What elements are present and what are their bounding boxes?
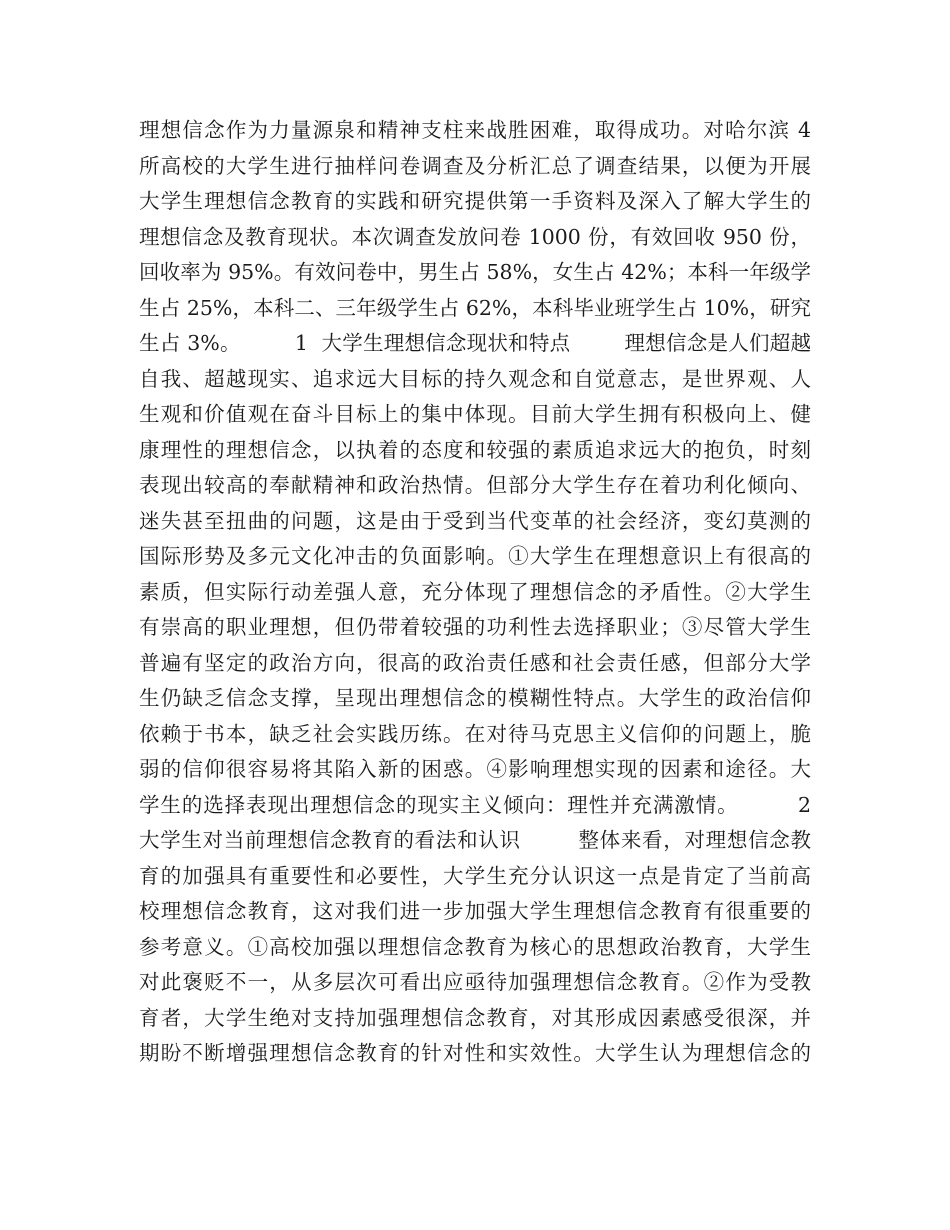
text-line: 育的加强具有重要性和必要性，大学生充分认识这一点是肯定了当前高 (139, 863, 811, 888)
text-line: 国际形势及多元文化冲击的负面影响。①大学生在理想意识上有很高的 (139, 544, 811, 568)
text-line: 表现出较高的奉献精神和政治热情。但部分大学生存在着功利化倾向、 (139, 473, 811, 497)
text-line: 生占 25%，本科二、三年级学生占 62%，本科毕业班学生占 10%，研究 (139, 295, 811, 320)
text-line: 回收率为 95%。有效问卷中，男生占 58%，女生占 42%；本科一年级学 (139, 260, 811, 284)
body-text (139, 113, 811, 1072)
text-line: 对此褒贬不一，从多层次可看出应亟待加强理想信念教育。②作为受教 (139, 970, 811, 994)
text-line: 素质，但实际行动差强人意，充分体现了理想信念的矛盾性。②大学生 (139, 579, 811, 604)
text-line: 理想信念及教育现状。本次调查发放问卷 1000 份，有效回收 950 份， (139, 224, 811, 249)
text-line: 育者，大学生绝对支持加强理想信念教育，对其形成因素感受很深，并 (139, 1005, 811, 1030)
text-line: 所高校的大学生进行抽样问卷调查及分析汇总了调查结果，以便为开展 (139, 153, 811, 178)
text-line: 大学生理想信念教育的实践和研究提供第一手资料及深入了解大学生的 (139, 189, 811, 213)
text-line: 有崇高的职业理想，但仍带着较强的功利性去选择职业；③尽管大学生 (139, 615, 811, 639)
text-line: 大学生对当前理想信念教育的看法和认识 整体来看，对理想信念教 (139, 828, 811, 852)
text-line: 学生的选择表现出理想信念的现实主义倾向：理性并充满激情。 2 (139, 792, 811, 817)
text-line: 生观和价值观在奋斗目标上的集中体现。目前大学生拥有积极向上、健 (139, 402, 811, 426)
text-line: 期盼不断增强理想信念教育的针对性和实效性。大学生认为理想信念的 (139, 1041, 811, 1065)
text-line: 依赖于书本，缺乏社会实践历练。在对待马克思主义信仰的问题上，脆 (139, 721, 811, 746)
text-line: 理想信念作为力量源泉和精神支柱来战胜困难，取得成功。对哈尔滨 4 (139, 118, 811, 142)
text-line: 普遍有坚定的政治方向，很高的政治责任感和社会责任感，但部分大学 (139, 650, 811, 675)
text-line: 参考意义。①高校加强以理想信念教育为核心的思想政治教育，大学生 (139, 934, 811, 959)
text-line: 校理想信念教育，这对我们进一步加强大学生理想信念教育有很重要的 (139, 899, 811, 923)
text-line: 弱的信仰很容易将其陷入新的困惑。④影响理想实现的因素和途径。大 (139, 757, 811, 781)
text-line: 自我、超越现实、追求远大目标的持久观念和自觉意志，是世界观、人 (139, 366, 811, 391)
text-line: 生仍缺乏信念支撑，呈现出理想信念的模糊性特点。大学生的政治信仰 (139, 686, 811, 710)
text-line: 迷失甚至扭曲的问题，这是由于受到当代变革的社会经济，变幻莫测的 (139, 508, 811, 533)
text-line: 生占 3%。 1 大学生理想信念现状和特点 理想信念是人们超越 (139, 331, 811, 355)
text-line: 康理性的理想信念，以执着的态度和较强的素质追求远大的抱负，时刻 (139, 437, 811, 462)
